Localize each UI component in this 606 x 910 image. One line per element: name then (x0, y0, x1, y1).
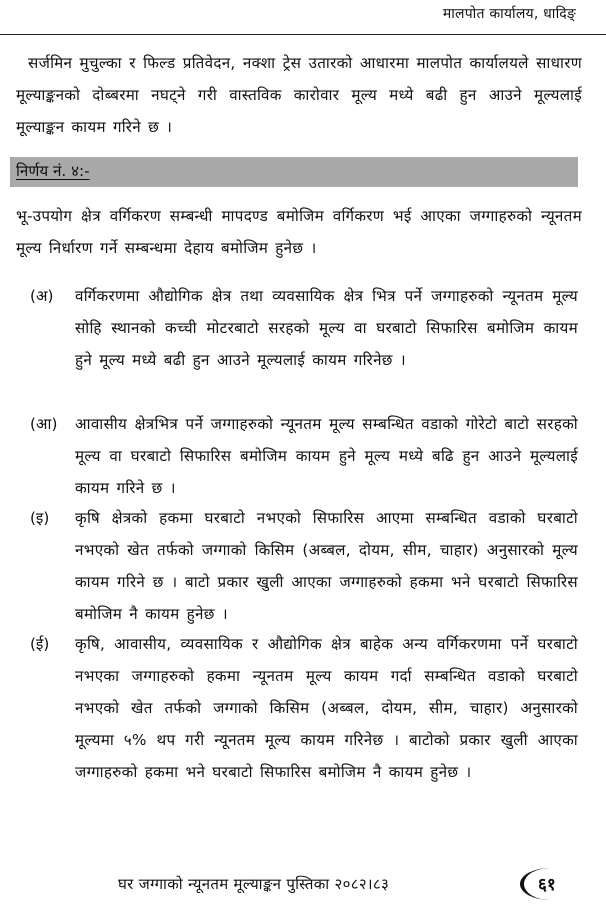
page-number-badge (520, 868, 580, 900)
decision-heading: निर्णय नं. ४:- (16, 162, 90, 180)
list-item-text: आवासीय क्षेत्रभित्र पर्ने जग्गाहरुको न्यूनतम मूल्य सम्बन्धित वडाको गोरेटो बाटो सरहको मूल्य वा घरबाटो सिफारिस बमोजिम कायम हुने मूल्य मध्ये बढि हुन आउने मूल्यलाई कायम गरिने छ । (75, 415, 578, 497)
list-item-text: वर्गिकरणमा औद्योगिक क्षेत्र तथा व्यवसायिक क्षेत्र भित्र पर्ने जग्गाहरुको न्यूनतम मूल्य सोहि स्थानको कच्ची मोटरबाटो सरहको मूल्य वा घरबाटो सिफारिस बमोजिम कायम हुने मूल्य मध्ये बढी हुन आउने मूल्यलाई कायम गरिनेछ । (75, 287, 578, 369)
page-number: ६१ (538, 875, 556, 895)
list-item-text: कृषि, आवासीय, व्यवसायिक र औद्योगिक क्षेत्र बाहेक अन्य वर्गिकरणमा पर्ने घरबाटो नभएका जग्गाहरुको हकमा न्यूनतम मूल्य कायम गर्दा सम्बन्धित वडाको घरबाटो नभएको खेत तर्फको जग्गाको किसिम (अब्बल, दोयम, सीम, चाहार) अनुसारको मूल्यमा ५% थप गरी न्यूनतम मूल्य कायम गरिनेछ । बाटोको प्रकार खुली आएका जग्गाहरुको हकमा भने घरबाटो सिफारिस बमोजिम नै कायम हुनेछ । (75, 635, 578, 781)
list-item-marker: (इ) (30, 509, 50, 527)
list-item-marker: (आ) (30, 415, 58, 433)
intro-paragraph: सर्जमिन मुचुल्का र फिल्ड प्रतिवेदन, नक्शा ट्रेस उतारको आधारमा मालपोत कार्यालयले साधारण मूल्याङ्कनको दोब्बरमा नघट्ने गरी वास्तविक कारोवार मूल्य मध्ये बढी हुन आउने मूल्यलाई मूल्याङ्कन कायम गरिने छ । (16, 54, 582, 136)
booklet-title: घर जग्गाको न्यूनतम मूल्याङ्कन पुस्तिका २०८२।८३ (118, 875, 390, 893)
page-footer (0, 868, 606, 904)
decision-intro-paragraph: भू-उपयोग क्षेत्र वर्गिकरण सम्बन्धी मापदण्ड बमोजिम वर्गिकरण भई आएका जग्गाहरुको न्यूनतम मूल्य निर्धारण गर्ने सम्बन्धमा देहाय बमोजिम हुनेछ । (16, 207, 582, 257)
decision-heading-bar (10, 157, 578, 187)
header-rule (0, 34, 606, 35)
list-item-marker: (ई) (30, 635, 50, 653)
office-header: मालपोत कार्यालय, धादिङ् (442, 6, 576, 22)
list-item-marker: (अ) (30, 287, 54, 305)
list-item-text: कृषि क्षेत्रको हकमा घरबाटो नभएको सिफारिस आएमा सम्बन्धित वडाको घरबाटो नभएको खेत तर्फको जग्गाको किसिम (अब्बल, दोयम, सीम, चाहार) अनुसारको मूल्य कायम गरिने छ । बाटो प्रकार खुली आएका जग्गाहरुको हकमा भने घरबाटो सिफारिस बमोजिम नै कायम हुनेछ । (75, 509, 578, 623)
